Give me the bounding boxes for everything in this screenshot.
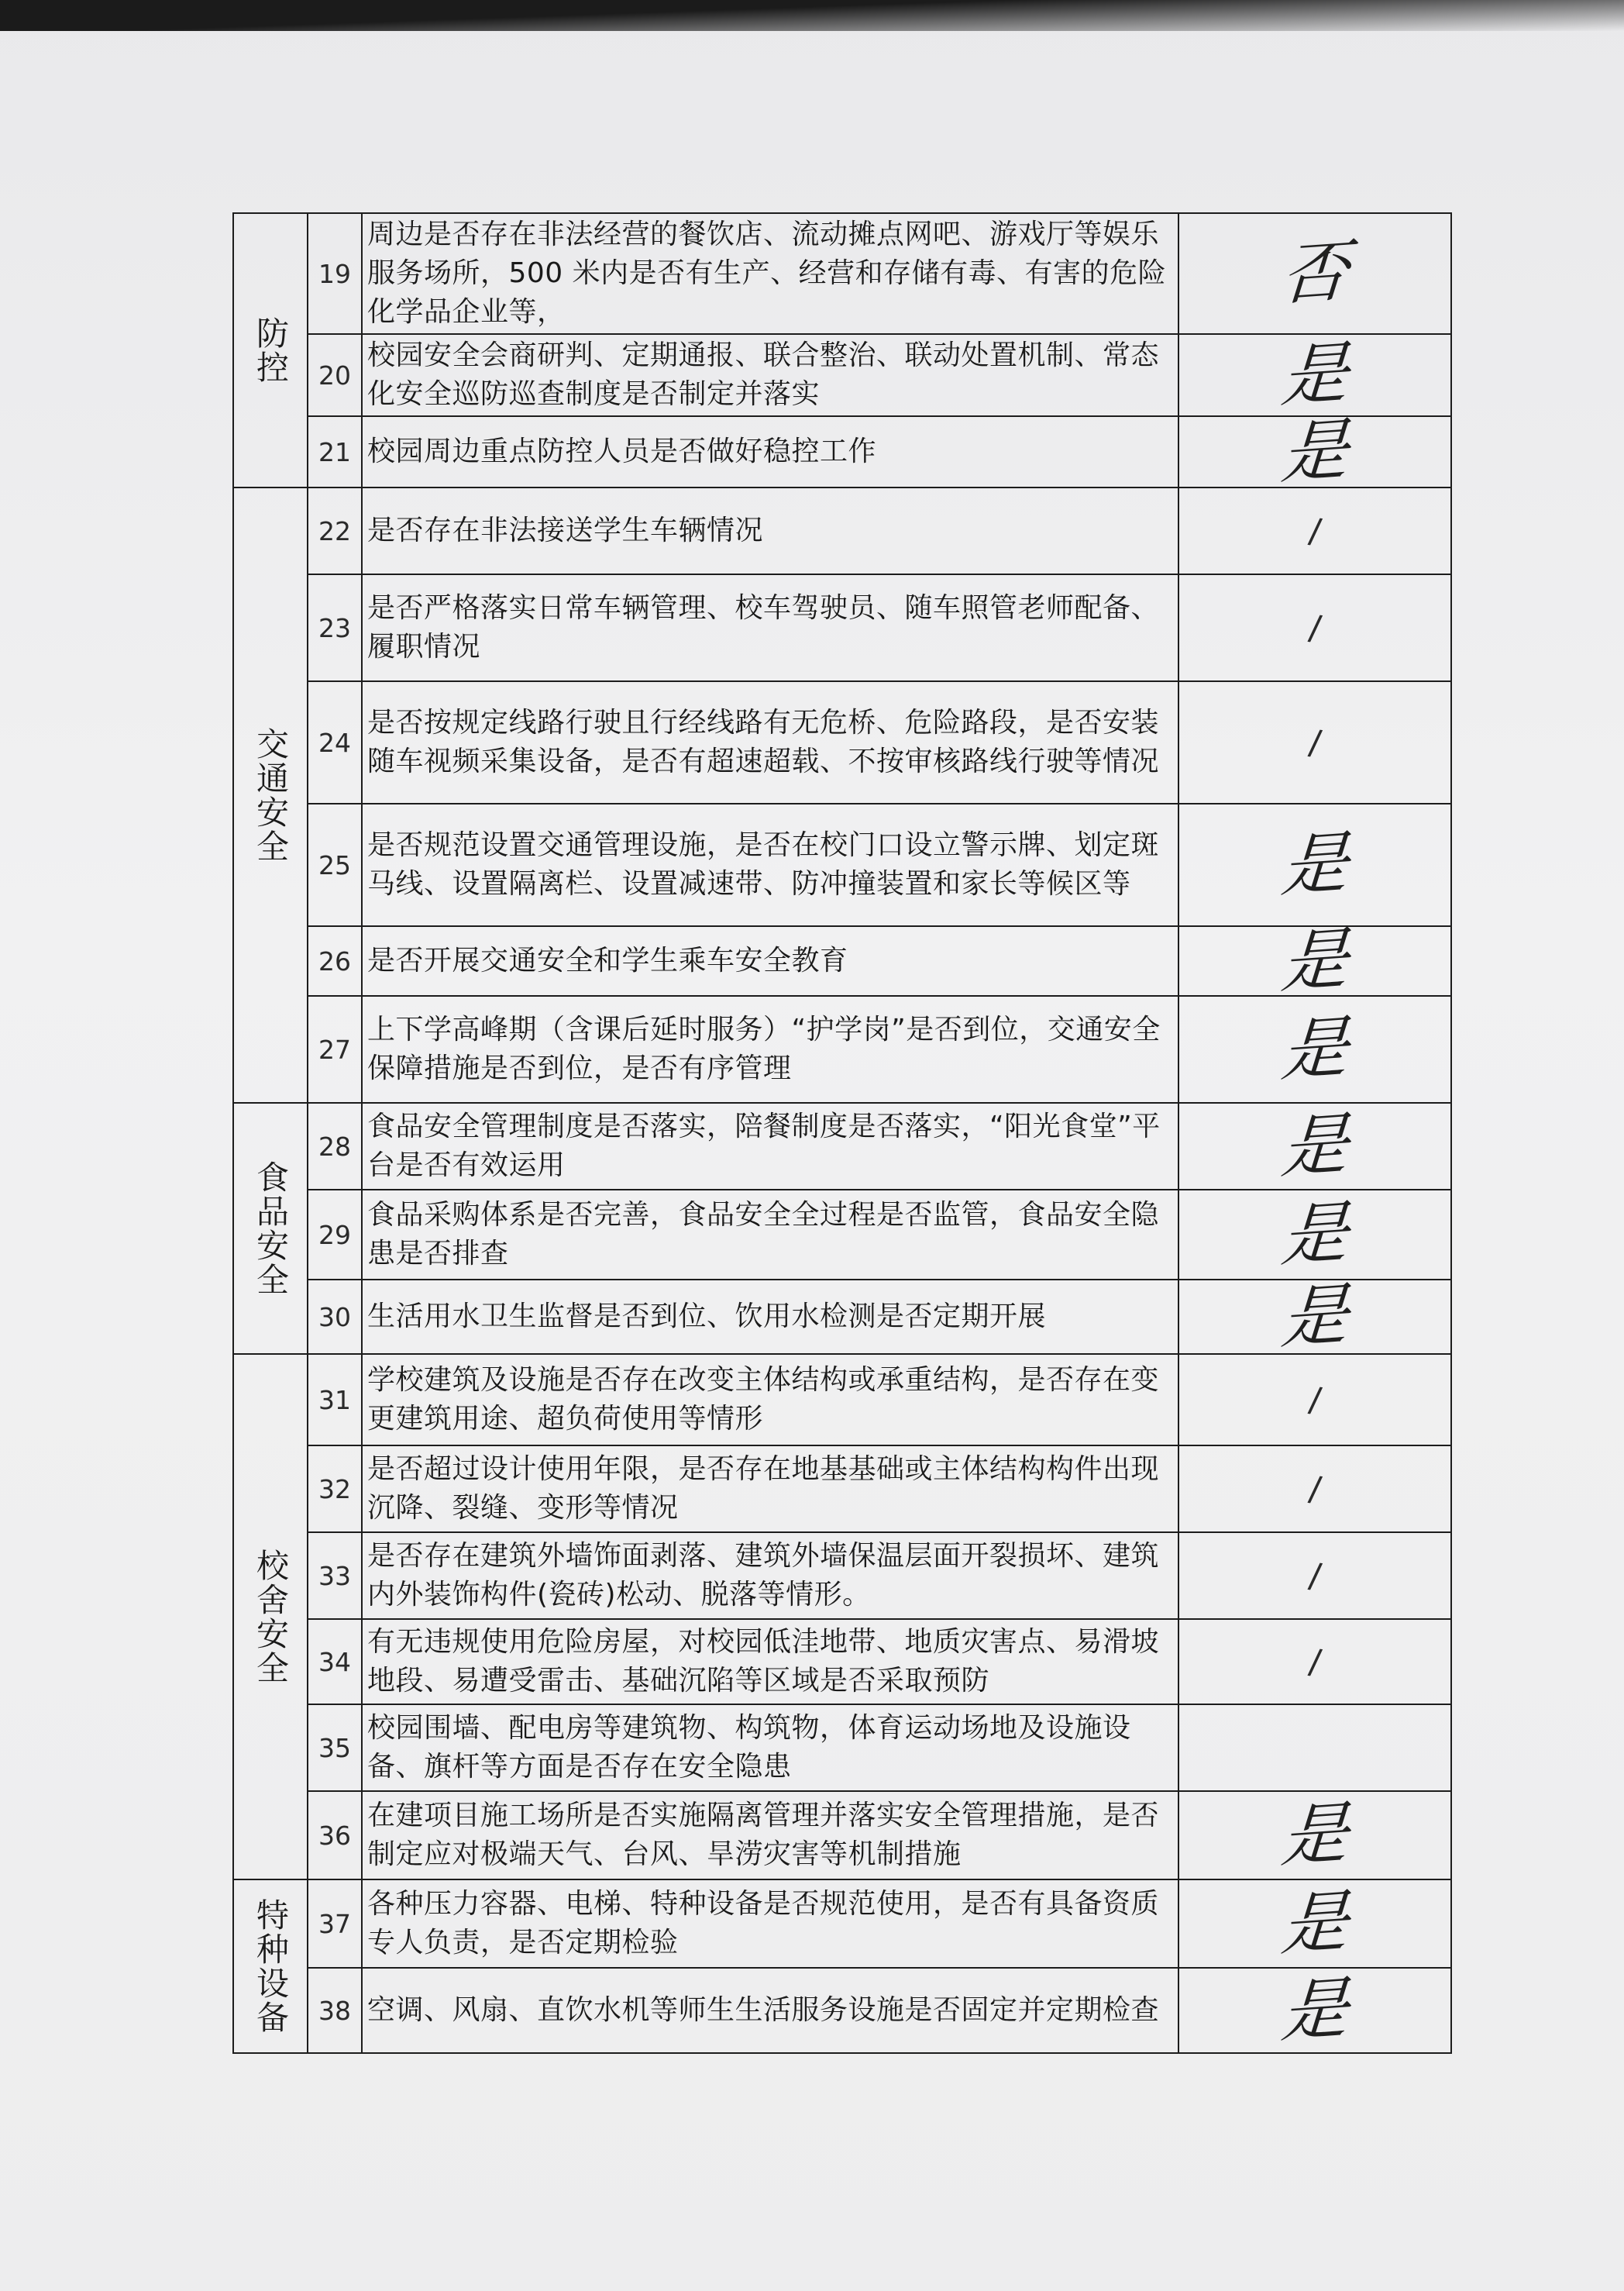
slash-mark: / <box>1306 722 1323 763</box>
slash-mark: / <box>1306 607 1323 649</box>
answer-cell <box>1178 1968 1451 2053</box>
answer-cell <box>1178 1704 1451 1791</box>
table-row <box>233 996 1451 1103</box>
row-number: 37 <box>308 1879 362 1968</box>
item-description: 是否按规定线路行驶且行经线路有无危桥、危险路段，是否安装随车视频采集设备，是否有超速超载、不按审核路线行驶等情况 <box>362 681 1178 804</box>
answer-cell <box>1178 574 1451 681</box>
row-number: 22 <box>308 487 362 574</box>
answer-cell <box>1178 1879 1451 1968</box>
item-description: 是否存在建筑外墙饰面剥落、建筑外墙保温层面开裂损坏、建筑内外装饰构件(瓷砖)松动、脱落等情形。 <box>362 1532 1178 1619</box>
category-cell <box>233 1879 308 2053</box>
row-number: 33 <box>308 1532 362 1619</box>
row-number: 30 <box>308 1280 362 1354</box>
item-description: 周边是否存在非法经营的餐饮店、流动摊点网吧、游戏厅等娱乐服务场所，500 米内是否有生产、经营和存储有毒、有害的危险化学品企业等， <box>362 213 1178 334</box>
answer-cell <box>1178 1791 1451 1879</box>
answer-cell <box>1178 996 1451 1103</box>
table-row <box>233 213 1451 334</box>
handwritten-answer: 是 <box>1278 1104 1351 1188</box>
row-number: 38 <box>308 1968 362 2053</box>
handwritten-answer: 是 <box>1278 1969 1351 2052</box>
handwritten-answer: 是 <box>1278 410 1351 494</box>
row-number: 35 <box>308 1704 362 1791</box>
category-cell <box>233 1103 308 1354</box>
row-number: 31 <box>308 1354 362 1445</box>
table-row <box>233 1619 1451 1704</box>
table-row <box>233 1879 1451 1968</box>
answer-cell <box>1178 213 1451 334</box>
category-label: 交通安全 <box>252 727 290 863</box>
item-description: 是否存在非法接送学生车辆情况 <box>362 487 1178 574</box>
table-row <box>233 416 1451 487</box>
row-number: 26 <box>308 926 362 996</box>
answer-cell <box>1178 919 1451 1003</box>
slash-mark: / <box>1306 510 1323 552</box>
table-row <box>233 1103 1451 1190</box>
item-description: 校园围墙、配电房等建筑物、构筑物，体育运动场地及设施设备、旗杆等方面是否存在安全隐患 <box>362 1704 1178 1791</box>
slash-mark: / <box>1306 1468 1323 1510</box>
item-description: 在建项目施工场所是否实施隔离管理并落实安全管理措施，是否制定应对极端天气、台风、旱涝灾害等机制措施 <box>362 1791 1178 1879</box>
row-number: 28 <box>308 1103 362 1190</box>
item-description: 食品采购体系是否完善，食品安全全过程是否监管，食品安全隐患是否排查 <box>362 1190 1178 1280</box>
answer-cell <box>1178 1445 1451 1532</box>
table-row <box>233 1791 1451 1879</box>
slash-mark: / <box>1306 1379 1323 1421</box>
table-row <box>233 926 1451 996</box>
item-description: 生活用水卫生监督是否到位、饮用水检测是否定期开展 <box>362 1280 1178 1354</box>
item-description: 是否规范设置交通管理设施，是否在校门口设立警示牌、划定斑马线、设置隔离栏、设置减速带、防冲撞装置和家长等候区等 <box>362 804 1178 926</box>
item-description: 各种压力容器、电梯、特种设备是否规范使用，是否有具备资质专人负责，是否定期检验 <box>362 1879 1178 1968</box>
category-label: 特种设备 <box>252 1898 290 2034</box>
row-number: 29 <box>308 1190 362 1280</box>
item-description: 校园安全会商研判、定期通报、联合整治、联动处置机制、常态化安全巡防巡查制度是否制定并落实 <box>362 334 1178 416</box>
answer-cell <box>1178 410 1451 494</box>
table-row <box>233 487 1451 574</box>
answer-cell <box>1178 1354 1451 1445</box>
row-number: 24 <box>308 681 362 804</box>
category-label: 食品安全 <box>252 1160 290 1297</box>
handwritten-answer: 是 <box>1278 1008 1351 1091</box>
handwritten-answer: 是 <box>1278 333 1351 417</box>
item-description: 校园周边重点防控人员是否做好稳控工作 <box>362 416 1178 487</box>
answer-cell <box>1178 1103 1451 1190</box>
row-number: 32 <box>308 1445 362 1532</box>
table-row <box>233 1445 1451 1532</box>
answer-cell <box>1178 1190 1451 1280</box>
slash-mark: / <box>1306 1641 1323 1683</box>
row-number: 19 <box>308 213 362 334</box>
handwritten-answer: 是 <box>1278 1882 1351 1965</box>
item-description: 食品安全管理制度是否落实，陪餐制度是否落实，“阳光食堂”平台是否有效运用 <box>362 1103 1178 1190</box>
row-number: 27 <box>308 996 362 1103</box>
table-row <box>233 1354 1451 1445</box>
answer-cell <box>1178 1532 1451 1619</box>
handwritten-answer: 是 <box>1278 919 1351 1003</box>
row-number: 36 <box>308 1791 362 1879</box>
answer-cell <box>1178 1275 1451 1359</box>
top-edge-shadow <box>0 0 1624 31</box>
handwritten-answer: 是 <box>1278 1275 1351 1359</box>
category-label: 防控 <box>252 316 290 384</box>
row-number: 25 <box>308 804 362 926</box>
answer-cell <box>1178 1619 1451 1704</box>
answer-cell <box>1178 487 1451 574</box>
handwritten-answer: 否 <box>1278 232 1351 315</box>
table-row <box>233 1968 1451 2053</box>
answer-cell <box>1178 334 1451 416</box>
answer-cell <box>1178 681 1451 804</box>
handwritten-answer: 是 <box>1278 823 1351 907</box>
item-description: 有无违规使用危险房屋，对校园低洼地带、地质灾害点、易滑坡地段、易遭受雷击、基础沉陷等区域是否采取预防 <box>362 1619 1178 1704</box>
item-description: 是否超过设计使用年限，是否存在地基基础或主体结构构件出现沉降、裂缝、变形等情况 <box>362 1445 1178 1532</box>
table-row <box>233 1704 1451 1791</box>
handwritten-answer: 是 <box>1278 1793 1351 1877</box>
category-cell <box>233 213 308 487</box>
item-description: 空调、风扇、直饮水机等师生生活服务设施是否固定并定期检查 <box>362 1968 1178 2053</box>
handwritten-answer: 是 <box>1278 1193 1351 1276</box>
row-number: 20 <box>308 334 362 416</box>
item-description: 是否严格落实日常车辆管理、校车驾驶员、随车照管老师配备、履职情况 <box>362 574 1178 681</box>
table-row <box>233 681 1451 804</box>
category-label: 校舍安全 <box>252 1549 290 1685</box>
row-number: 34 <box>308 1619 362 1704</box>
table-row <box>233 334 1451 416</box>
row-number: 21 <box>308 416 362 487</box>
table-row <box>233 1280 1451 1354</box>
item-description: 是否开展交通安全和学生乘车安全教育 <box>362 926 1178 996</box>
item-description: 学校建筑及设施是否存在改变主体结构或承重结构，是否存在变更建筑用途、超负荷使用等情形 <box>362 1354 1178 1445</box>
item-description: 上下学高峰期（含课后延时服务）“护学岗”是否到位，交通安全保障措施是否到位，是否有序管理 <box>362 996 1178 1103</box>
category-cell <box>233 487 308 1103</box>
safety-checklist-table <box>232 212 1452 2054</box>
table-row <box>233 1532 1451 1619</box>
answer-cell <box>1178 804 1451 926</box>
row-number: 23 <box>308 574 362 681</box>
slash-mark: / <box>1306 1555 1323 1597</box>
category-cell <box>233 1354 308 1879</box>
table-row <box>233 804 1451 926</box>
table-row <box>233 574 1451 681</box>
table-row <box>233 1190 1451 1280</box>
